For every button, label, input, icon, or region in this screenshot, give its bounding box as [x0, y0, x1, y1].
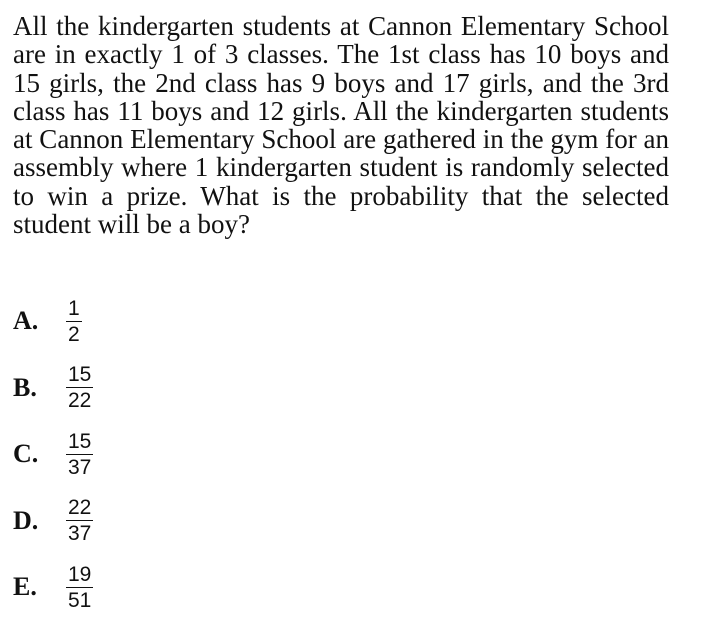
choice-c[interactable]: [13, 429, 313, 479]
choice-a[interactable]: [13, 296, 313, 346]
choice-fraction: [66, 563, 93, 612]
fraction-denominator: 37: [68, 455, 92, 479]
choice-letter: B.: [13, 372, 37, 402]
fraction-numerator: 15: [68, 429, 92, 453]
choice-fraction: [66, 363, 93, 412]
choice-letter: A.: [13, 306, 39, 335]
choice-letter: C.: [13, 439, 39, 468]
choice-letter: E.: [13, 572, 37, 601]
fraction-denominator: 22: [68, 389, 92, 412]
choice-d[interactable]: [13, 496, 313, 546]
choice-letter: D.: [13, 505, 39, 535]
choice-fraction: [66, 297, 82, 346]
fraction-numerator: 19: [68, 562, 92, 586]
answer-choices: [13, 296, 313, 629]
fraction-numerator: 15: [68, 363, 92, 386]
fraction-denominator: 37: [68, 522, 92, 545]
fraction-numerator: 1: [68, 296, 80, 320]
fraction-denominator: 2: [68, 322, 80, 346]
fraction-numerator: 22: [68, 496, 92, 519]
choice-b[interactable]: [13, 363, 313, 413]
choice-e[interactable]: [13, 562, 313, 612]
fraction-denominator: 51: [68, 588, 92, 612]
question-text: All the kindergarten students at Cannon Elementary School are in exactly 1 of 3 classes. The 1st class has 10 boys and 15 girls, the 2nd class has 9 boys and 17 girls, and the 3rd class has 11 boys and 12 girls. All the kindergarten students at Cannon Elementary School are gathered in the gym for an assembly where 1 kindergarten student is randomly selected to win a prize. What is the probability that the selected student will be a boy?: [13, 11, 669, 240]
choice-fraction: [66, 430, 93, 479]
choice-fraction: [66, 496, 93, 545]
